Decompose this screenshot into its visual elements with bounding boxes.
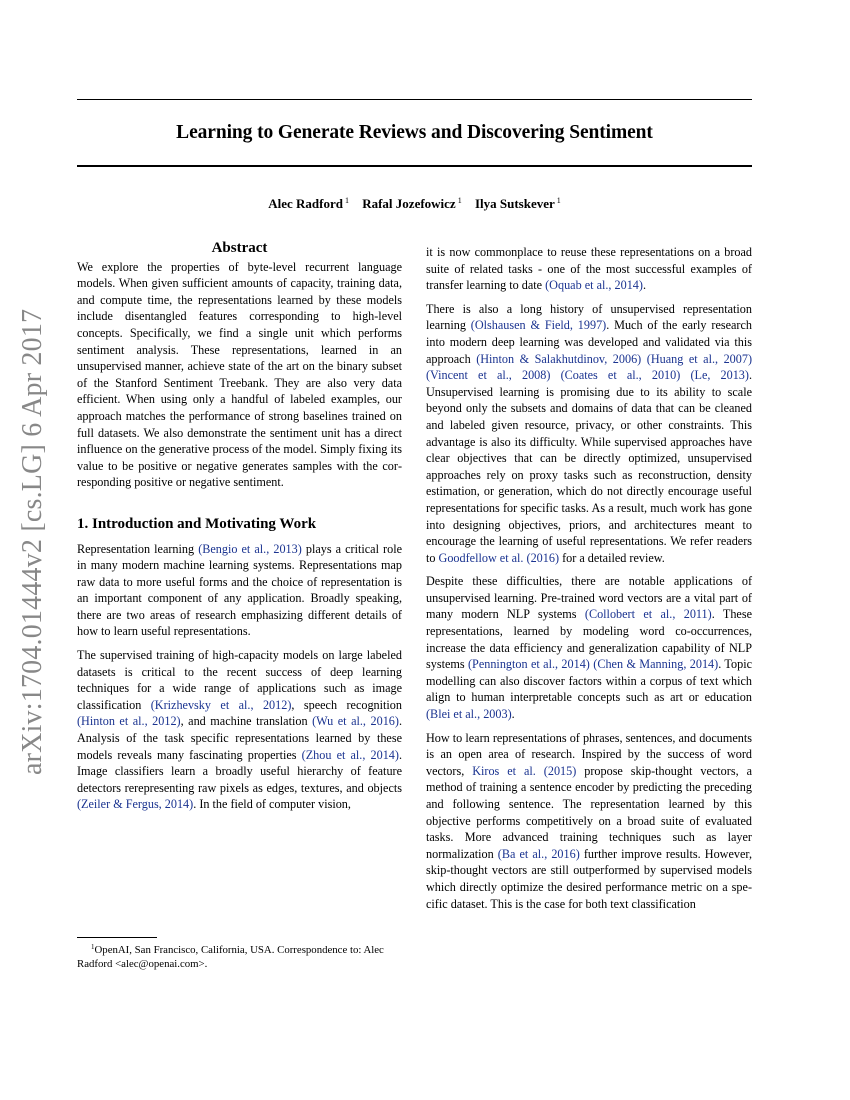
paragraph xyxy=(426,301,752,567)
title-rule-top xyxy=(77,99,752,100)
abstract-text: We explore the properties of byte-level recurrent language models. When given sufficient amounts of capacity, training data, and compute time, the representations learned by these models include disentangled features corresponding to high-level concepts. Specifically, we find a single unit which performs sentiment analysis. These representations, learned in an unsupervised manner, achieve state of the art on the binary subset of the Stanford Sentiment Treebank. They are also very data efficient. When using only a handful of labeled examples, our approach matches the performance of strong baselines trained on full datasets. We also demonstrate the sentiment unit has a direct influence on the generative process of the model. Simply fixing its value to be positive or negative generates samples with the corresponding positive or negative sentiment. xyxy=(77,259,402,490)
author xyxy=(475,196,561,211)
right-column xyxy=(426,244,752,919)
text: . Topic modelling can also discover factors within a corpus of text which align to human interpretable concepts such as art or education xyxy=(426,657,752,705)
text: , speech recognition xyxy=(291,697,402,712)
citation-link[interactable]: (Ba et al., 2016) xyxy=(497,846,580,861)
paragraph xyxy=(426,573,752,722)
affiliation-mark: 1 xyxy=(556,196,561,205)
citation-link[interactable]: (Olshausen & Field, 1997) xyxy=(470,318,607,333)
text: further improve results. However, skip-thought vectors are still outperformed by supervised models which directly optimize the desired performance metric on a specific dataset. This is the case for both text classification xyxy=(426,846,753,911)
citation-link[interactable]: (Pennington et al., 2014) xyxy=(468,657,590,672)
text: There is also a long history of unsupervised representation learning xyxy=(426,301,752,333)
paragraph xyxy=(426,244,752,294)
citation-link[interactable]: (Blei et al., 2003) xyxy=(426,707,512,722)
author xyxy=(362,196,462,211)
citation-link[interactable]: (Vincent et al., 2008) xyxy=(426,368,551,383)
citation-link[interactable]: (Collobert et al., 2011) xyxy=(584,607,712,622)
text: . xyxy=(642,278,646,293)
citation-link[interactable]: (Hinton & Salakhutdinov, 2006) xyxy=(476,351,642,366)
citation-link[interactable]: (Chen & Manning, 2014) xyxy=(593,657,719,672)
author-name: Alec Radford xyxy=(268,196,343,211)
text: . These representations, learned by modeling word co-occurrences, increase the data efficiency and generalization capability of NLP systems xyxy=(426,607,752,672)
text: , and machine translation xyxy=(180,714,313,729)
citation-link[interactable]: (Hinton et al., 2012) xyxy=(77,714,181,729)
text: plays a critical role in many modern machine learning systems. Representations map raw data to more useful forms and the choice of representation is an important component of any application. Broadly speaking, there are two areas of research emphasizing different details of how to learn useful representations. xyxy=(77,541,402,639)
author xyxy=(268,196,349,211)
footnote xyxy=(77,940,402,971)
text: for a detailed review. xyxy=(559,550,665,565)
citation-link[interactable]: (Wu et al., 2016) xyxy=(312,714,399,729)
citation-link[interactable]: (Le, 2013) xyxy=(690,368,749,383)
footnote-mark: 1 xyxy=(91,943,95,951)
text: it is now commonplace to reuse these representations on a broad suite of related tasks - one of the most successful examples of transfer learning to date xyxy=(426,245,752,293)
text: . Much of the early research into modern deep learning was developed and validated via this approach xyxy=(426,318,752,366)
abstract-heading: Abstract xyxy=(211,240,268,256)
section-heading: 1. Introduction and Motivating Work xyxy=(77,515,317,532)
citation-link[interactable]: (Zeiler & Fergus, 2014) xyxy=(77,797,194,812)
author-name: Ilya Sutskever xyxy=(474,196,555,211)
paragraph xyxy=(77,541,402,641)
text: . Unsupervised learning is promising due to its ability to scale beyond only the subsets and domains of data that can be cleaned and labeled given resource, privacy, or other constraints. This advantage is also its difficulty. While supervised approaches have clear objectives that can be directly optimized, unsupervised approaches rely on proxy tasks such as reconstruction, density estimation, or generation, which do not directly encourage useful representations for specific tasks. As a result, much work has gone into designing objectives, priors, and architectures meant to encourage the learning of useful representations. We refer readers to xyxy=(426,368,753,565)
text: How to learn representations of phrases, sentences, and documents is an open area of research. Inspired by the success of word vectors, xyxy=(426,730,752,778)
text: . In the field of computer vision, xyxy=(193,797,351,812)
paragraph xyxy=(426,730,752,913)
text: . Image classifiers learn a broadly useful hierarchy of feature detectors rerepresenting raw pixels as edges, textures, and objects xyxy=(77,747,402,795)
arxiv-stamp: arXiv:1704.01444v2 [cs.LG] 6 Apr 2017 xyxy=(17,308,48,775)
text: . xyxy=(511,707,515,722)
left-column xyxy=(77,240,402,820)
citation-link[interactable]: Goodfellow et al. (2016) xyxy=(438,550,560,565)
citation-link[interactable]: Kiros et al. (2015) xyxy=(472,763,577,778)
text: Despite these difficulties, there are notable applications of unsupervised learning. Pre-trained word vectors are a vital part of many modern NLP systems xyxy=(426,574,752,622)
citation-link[interactable]: (Zhou et al., 2014) xyxy=(301,747,399,762)
title-rule-bottom xyxy=(77,165,752,167)
paragraph xyxy=(77,647,402,813)
affiliation-mark: 1 xyxy=(457,196,462,205)
paper-title: Learning to Generate Reviews and Discovering Sentiment xyxy=(176,122,653,143)
footnote-text: OpenAI, San Francisco, California, USA. Correspondence to: Alec Radford <alec@openai.com>. xyxy=(77,944,384,970)
text: Representation learning xyxy=(77,541,199,556)
citation-link[interactable]: (Krizhevsky et al., 2012) xyxy=(150,697,292,712)
text: . Analysis of the task specific representations learned by these models reveals many fascinating properties xyxy=(77,714,402,762)
text: propose skip-thought vectors, a method of training a sentence encoder by predicting the preceding and following sentence. The representation learned by this objective performs competitively on a broad suite of evaluated tasks. More advanced training techniques such as layer normalization xyxy=(426,763,752,861)
author-name: Rafal Jozefowicz xyxy=(362,196,456,211)
text xyxy=(550,368,560,382)
text: The supervised training of high-capacity models on large labeled datasets is critical to the recent success of deep learning techniques for a wide range of applications such as image classification xyxy=(77,648,402,712)
citation-link[interactable]: (Coates et al., 2010) xyxy=(560,368,681,383)
citation-link[interactable]: (Huang et al., 2007) xyxy=(646,351,753,366)
citation-link[interactable]: (Bengio et al., 2013) xyxy=(198,541,302,556)
footnote-rule xyxy=(77,937,157,938)
citation-link[interactable]: (Oquab et al., 2014) xyxy=(545,278,643,293)
affiliation-mark: 1 xyxy=(344,196,349,205)
author-list xyxy=(77,196,752,212)
text xyxy=(680,368,690,382)
